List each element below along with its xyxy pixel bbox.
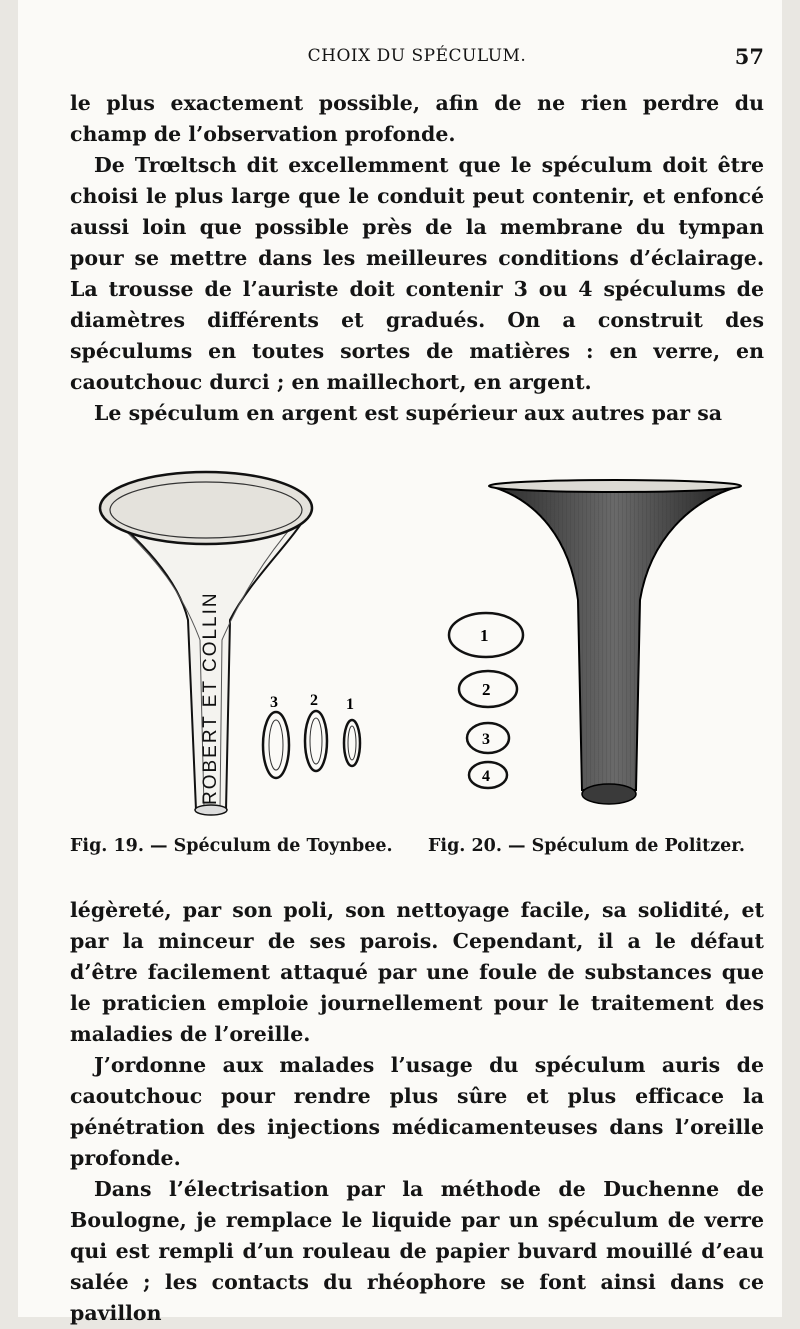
book-page xyxy=(18,0,782,1325)
ring-label-3: 3 xyxy=(270,694,278,711)
politzer-label-1: 1 xyxy=(480,626,489,645)
ring-label-2: 2 xyxy=(310,692,318,709)
politzer-label-3: 3 xyxy=(482,731,490,748)
text-block-top xyxy=(70,88,764,429)
figures-area xyxy=(70,460,764,870)
paragraph-caoutchouc: J’ordonne aux malades l’usage du spéculum auris de caoutchouc pour rendre plus sûre et plus efficace la pénétration des injections médicamenteuses dans l’oreille profonde. xyxy=(70,1053,764,1170)
figure-20-caption: Fig. 20. — Spéculum de Politzer. xyxy=(428,836,745,856)
text-block-bottom xyxy=(70,895,764,1329)
paragraph-electrisation: Dans l’électrisation par la méthode de Duchenne de Boulogne, je remplace le liquide par un spéculum de verre qui est rempli d’un rouleau de papier buvard mouillé d’eau salée ; les contacts du rhéophore se font ainsi dans ce pavillon xyxy=(70,1177,764,1325)
politzer-label-4: 4 xyxy=(482,768,490,785)
politzer-label-2: 2 xyxy=(482,680,491,699)
politzer-speculum-drawing xyxy=(489,480,741,804)
toynbee-ring-3 xyxy=(263,712,289,778)
running-head: CHOIX DU SPÉCULUM. xyxy=(307,46,527,66)
figure-19-caption: Fig. 19. — Spéculum de Toynbee. xyxy=(70,836,393,856)
paragraph-silver-speculum: Le spéculum en argent est supérieur aux autres par sa xyxy=(94,401,723,425)
page-header xyxy=(70,44,764,74)
paragraph-lightness: légèreté, par son poli, son nettoyage facile, sa solidité, et par la minceur de ses parois. Cependant, il a le défaut d’être facilement attaqué par une foule de substances que le praticien emploie journellement pour le traitement des maladies de l’oreille. xyxy=(70,898,764,1046)
figures-illustration xyxy=(70,460,764,830)
page-number: 57 xyxy=(734,44,764,69)
ring-label-1: 1 xyxy=(346,696,354,713)
paragraph-troeltsch: De Trœltsch dit excellemment que le spéculum doit être choisi le plus large que le conduit peut contenir, et enfoncé aussi loin que possible près de la membrane du tympan pour se mettre dans les meilleures conditions d’éclairage. La trousse de l’auriste doit contenir 3 ou 4 spéculums de diamètres différents et gradués. On a construit des spéculums en toutes sortes de matières : en verre, en caoutchouc durci ; en maillechort, en argent. xyxy=(70,153,764,394)
toynbee-ring-1 xyxy=(344,720,360,766)
paragraph-continued: le plus exactement possible, afin de ne rien perdre du champ de l’observation profonde. xyxy=(70,91,764,146)
toynbee-ring-2 xyxy=(305,711,327,771)
engraving-text: ROBERT ET COLLIN xyxy=(200,591,221,805)
